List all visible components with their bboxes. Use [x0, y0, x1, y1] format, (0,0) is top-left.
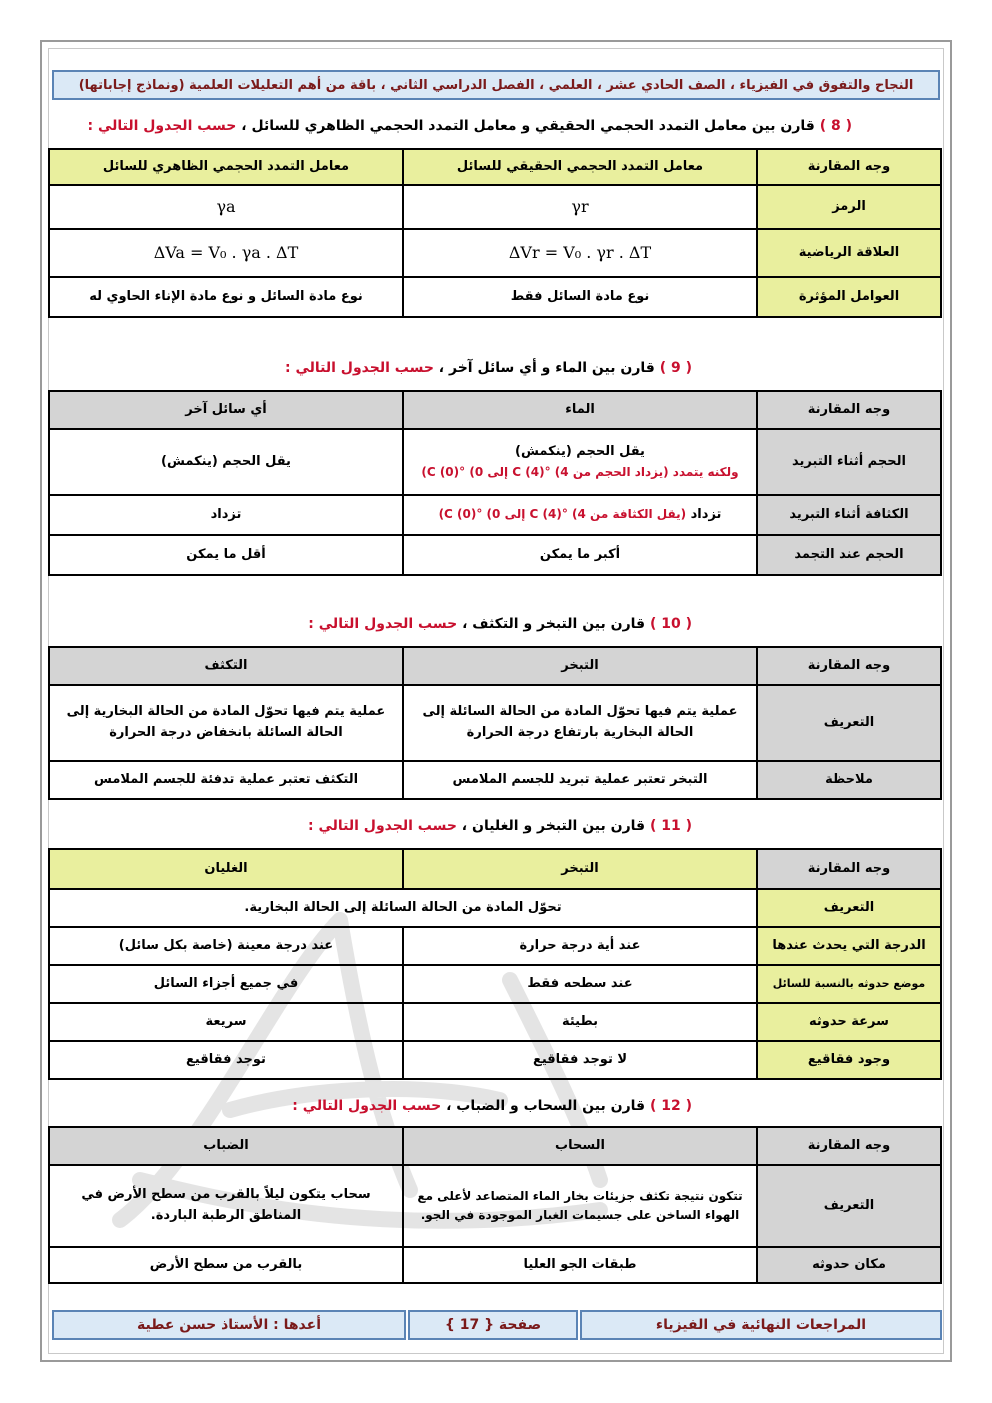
- table-row: [49, 685, 941, 761]
- question-suffix: حسب الجدول التالي :: [285, 360, 434, 376]
- formula-cell: ΔVr = V₀ . γr . ΔT: [403, 229, 757, 277]
- table-row: [49, 277, 941, 317]
- table-row: [49, 229, 941, 277]
- footer-page-number: صفحة { 17 }: [408, 1310, 578, 1340]
- table-row: [49, 535, 941, 575]
- column-header: أي سائل آخر: [49, 391, 403, 429]
- row-label: التعريف: [757, 1165, 941, 1247]
- table-row: [49, 1003, 941, 1041]
- row-label: العلاقة الرياضية: [757, 229, 941, 277]
- table-row: [49, 149, 941, 185]
- table-row: [49, 1041, 941, 1079]
- table-row: [49, 965, 941, 1003]
- footer-title: المراجعات النهائية في الفيزياء: [580, 1310, 942, 1340]
- row-label: العوامل المؤثرة: [757, 277, 941, 317]
- row-label: وجود فقاقيع: [757, 1041, 941, 1079]
- table-cell: يقل الحجم (ينكمش): [49, 429, 403, 495]
- question-10-heading: [308, 616, 692, 632]
- question-text: قارن بين السحاب و الضباب ،: [446, 1098, 646, 1114]
- cell-text: تزداد: [690, 506, 722, 522]
- table-cell: أكبر ما يمكن: [403, 535, 757, 575]
- table-cell: عملية يتم فيها تحوّل المادة من الحالة البخارية إلى الحالة السائلة بانخفاض درجة الحرارة: [49, 685, 403, 761]
- column-header: التبخر: [403, 647, 757, 685]
- cell-note: (يقل الكثافة من 4) °C (4) إلى 0) °C (0)): [438, 506, 687, 521]
- table-row: [49, 1165, 941, 1247]
- column-header: معامل التمدد الحجمي الحقيقي للسائل: [403, 149, 757, 185]
- question-text: قارن بين التبخر و الغليان ،: [461, 818, 646, 834]
- page-header: النجاح والتفوق في الفيزياء ، الصف الحادي عشر ، العلمي ، الفصل الدراسي الثاني ، باقة من أهم التعليلات العلمية (ونماذج إجاباتها): [52, 70, 940, 100]
- row-label: وجه المقارنة: [757, 149, 941, 185]
- column-header: معامل التمدد الحجمي الظاهري للسائل: [49, 149, 403, 185]
- table-cell: في جميع أجزاء السائل: [49, 965, 403, 1003]
- question-number: ( 9 ): [659, 360, 692, 376]
- table-cell: بطيئة: [403, 1003, 757, 1041]
- column-header: الضباب: [49, 1127, 403, 1165]
- table-row: [49, 1247, 941, 1283]
- formula-cell: ΔVa = V₀ . γa . ΔT: [49, 229, 403, 277]
- row-label: الرمز: [757, 185, 941, 229]
- row-label: سرعة حدوثه: [757, 1003, 941, 1041]
- question-suffix: حسب الجدول التالي :: [308, 616, 458, 632]
- table-q11: [48, 848, 942, 1080]
- table-cell: عملية يتم فيها تحوّل المادة من الحالة السائلة إلى الحالة البخارية بارتفاع درجة الحرارة: [403, 685, 757, 761]
- table-cell: عند درجة معينة (خاصة بكل سائل): [49, 927, 403, 965]
- table-cell: عند أية درجة حرارة: [403, 927, 757, 965]
- symbol-cell: γr: [403, 185, 757, 229]
- symbol-cell: γa: [49, 185, 403, 229]
- table-cell: تتكون نتيجة تكثف جزيئات بخار الماء المتصاعد لأعلى مع الهواء الساخن على جسيمات الغبار الموجودة في الجو.: [403, 1165, 757, 1247]
- question-number: ( 12 ): [649, 1098, 692, 1114]
- row-label: الدرجة التي يحدث عندها: [757, 927, 941, 965]
- question-9-heading: [285, 360, 692, 376]
- table-cell: طبقات الجو العليا: [403, 1247, 757, 1283]
- row-label: الحجم أثناء التبريد: [757, 429, 941, 495]
- table-cell: نوع مادة السائل فقط: [403, 277, 757, 317]
- table-q9: [48, 390, 942, 576]
- question-12-heading: [292, 1098, 692, 1114]
- row-label: وجه المقارنة: [757, 647, 941, 685]
- table-cell: توجد فقاقيع: [49, 1041, 403, 1079]
- table-cell: تحوّل المادة من الحالة السائلة إلى الحالة البخارية.: [49, 889, 757, 927]
- cell-note: ولكنه يتمدد (يزداد الحجم من 4) °C (4) إلى 0) °C (0)): [421, 464, 739, 479]
- table-row: [49, 647, 941, 685]
- question-8-heading: [87, 118, 852, 134]
- column-header: التكثف: [49, 647, 403, 685]
- question-text: قارن بين الماء و أي سائل آخر ،: [438, 360, 655, 376]
- row-label: الكثافة أثناء التبريد: [757, 495, 941, 535]
- row-label: ملاحظة: [757, 761, 941, 799]
- table-cell: لا توجد فقاقيع: [403, 1041, 757, 1079]
- question-text: قارن بين معامل التمدد الحجمي الحقيقي و معامل التمدد الحجمي الظاهري للسائل ،: [241, 118, 815, 134]
- row-label: الحجم عند التجمد: [757, 535, 941, 575]
- table-cell: التبخر تعتبر عملية تبريد للجسم الملامس: [403, 761, 757, 799]
- column-header: الماء: [403, 391, 757, 429]
- column-header: التبخر: [403, 849, 757, 889]
- question-suffix: حسب الجدول التالي :: [87, 118, 237, 134]
- row-label: التعريف: [757, 685, 941, 761]
- table-cell: سحاب يتكون ليلاً بالقرب من سطح الأرض في المناطق الرطبة الباردة.: [49, 1165, 403, 1247]
- footer-author: أعدها : الأستاذ حسن عطية: [52, 1310, 406, 1340]
- table-row: [49, 927, 941, 965]
- question-suffix: حسب الجدول التالي :: [292, 1098, 442, 1114]
- table-row: [49, 1127, 941, 1165]
- table-q8: [48, 148, 942, 318]
- table-row: [49, 185, 941, 229]
- row-label: مكان حدوثه: [757, 1247, 941, 1283]
- question-11-heading: [308, 818, 692, 834]
- table-cell: [403, 429, 757, 495]
- table-cell: سريعة: [49, 1003, 403, 1041]
- question-suffix: حسب الجدول التالي :: [308, 818, 457, 834]
- table-row: [49, 495, 941, 535]
- row-label: وجه المقارنة: [757, 849, 941, 889]
- question-number: ( 10 ): [649, 616, 692, 632]
- table-cell: عند سطحه فقط: [403, 965, 757, 1003]
- question-number: ( 8 ): [819, 118, 852, 134]
- table-q12: [48, 1126, 942, 1284]
- table-cell: نوع مادة السائل و نوع مادة الإناء الحاوي له: [49, 277, 403, 317]
- table-q10: [48, 646, 942, 800]
- table-row: [49, 391, 941, 429]
- row-label: وجه المقارنة: [757, 391, 941, 429]
- column-header: الغليان: [49, 849, 403, 889]
- column-header: السحاب: [403, 1127, 757, 1165]
- table-cell: التكثف تعتبر عملية تدفئة للجسم الملامس: [49, 761, 403, 799]
- table-cell: بالقرب من سطح الأرض: [49, 1247, 403, 1283]
- cell-text: يقل الحجم (ينكمش): [515, 444, 645, 459]
- table-row: [49, 761, 941, 799]
- question-text: قارن بين التبخر و التكثف ،: [462, 616, 646, 632]
- table-row: [49, 429, 941, 495]
- row-label: التعريف: [757, 889, 941, 927]
- table-row: [49, 849, 941, 889]
- row-label: وجه المقارنة: [757, 1127, 941, 1165]
- table-row: [49, 889, 941, 927]
- table-cell: تزداد: [49, 495, 403, 535]
- table-cell: [403, 495, 757, 535]
- row-label: موضع حدوثه بالنسبة للسائل: [757, 965, 941, 1003]
- question-number: ( 11 ): [649, 818, 692, 834]
- table-cell: أقل ما يمكن: [49, 535, 403, 575]
